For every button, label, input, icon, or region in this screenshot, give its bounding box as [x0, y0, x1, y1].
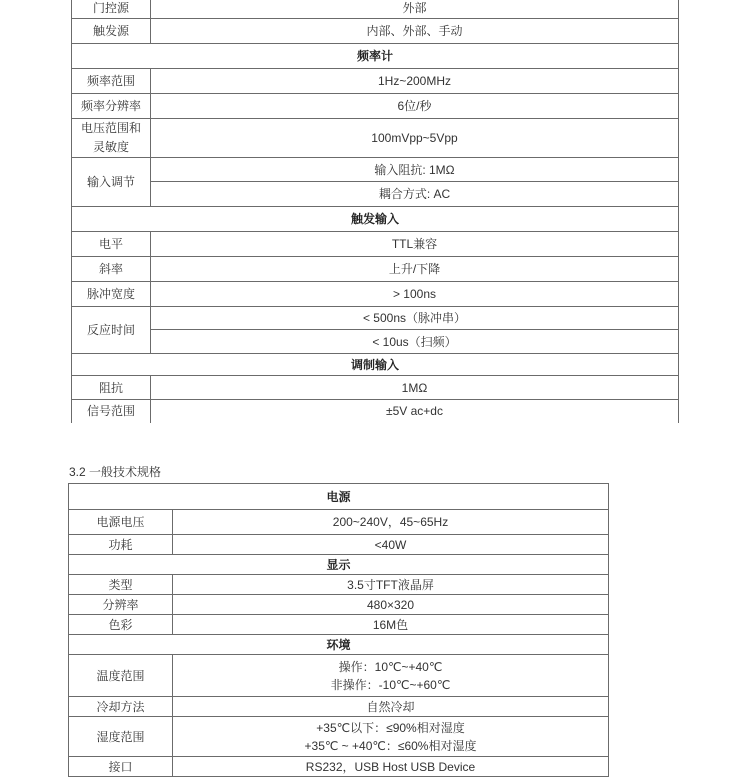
row-value: 200~240V，45~65Hz [173, 510, 609, 535]
row-value: < 10us（扫频） [151, 330, 679, 354]
row-label: 功耗 [69, 535, 173, 555]
row-label: 电压范围和灵敏度 [72, 119, 151, 158]
row-value: 内部、外部、手动 [151, 19, 679, 44]
row-label: 湿度范围 [69, 717, 173, 757]
row-value: < 500ns（脉冲串） [151, 307, 679, 330]
row-label: 门控源 [72, 0, 151, 19]
row-label: 电平 [72, 232, 151, 257]
row-label: 温度范围 [69, 655, 173, 697]
row-value: 自然冷却 [173, 697, 609, 717]
row-label: 触发源 [72, 19, 151, 44]
row-label: 频率范围 [72, 69, 151, 94]
row-value: 1MΩ [151, 376, 679, 400]
row-label: 信号范围 [72, 400, 151, 423]
row-value-multiline [173, 655, 609, 697]
row-label: 色彩 [69, 615, 173, 635]
section-header: 调制输入 [72, 354, 679, 376]
row-value: 16M色 [173, 615, 609, 635]
row-label: 接口 [69, 757, 173, 777]
row-value: ±5V ac+dc [151, 400, 679, 423]
row-value: 1Hz~200MHz [151, 69, 679, 94]
section-header: 电源 [69, 484, 609, 510]
row-value: 外部 [151, 0, 679, 19]
row-label: 冷却方法 [69, 697, 173, 717]
row-label: 电源电压 [69, 510, 173, 535]
row-label: 反应时间 [72, 307, 151, 354]
row-label: 斜率 [72, 257, 151, 282]
row-value-line: +35℃ ~ +40℃：≤60%相对湿度 [304, 738, 477, 753]
section-header: 频率计 [72, 44, 679, 69]
row-value-line: 非操作：-10℃~+60℃ [330, 677, 451, 692]
row-value: 3.5寸TFT液晶屏 [173, 575, 609, 595]
row-value-line: +35℃以下：≤90%相对湿度 [316, 720, 465, 735]
row-value: > 100ns [151, 282, 679, 307]
row-value: 6位/秒 [151, 94, 679, 119]
row-value-line: 操作：10℃~+40℃ [338, 659, 443, 674]
section-header: 环境 [69, 635, 609, 655]
row-label: 阻抗 [72, 376, 151, 400]
row-label: 类型 [69, 575, 173, 595]
row-value: 上升/下降 [151, 257, 679, 282]
row-label: 分辨率 [69, 595, 173, 615]
row-label: 频率分辨率 [72, 94, 151, 119]
row-value-multiline [173, 717, 609, 757]
row-value: <40W [173, 535, 609, 555]
row-label: 脉冲宽度 [72, 282, 151, 307]
spec-table-1 [71, 0, 679, 423]
section-header: 显示 [69, 555, 609, 575]
row-value: 100mVpp~5Vpp [151, 119, 679, 158]
row-value: TTL兼容 [151, 232, 679, 257]
section-heading: 3.2 一般技术规格 [69, 465, 162, 479]
section-header: 触发输入 [72, 207, 679, 232]
spec-table-2 [68, 483, 609, 777]
row-value: 480×320 [173, 595, 609, 615]
row-value: 输入阻抗: 1MΩ [151, 158, 679, 182]
row-value: 耦合方式: AC [151, 182, 679, 207]
row-label: 输入调节 [72, 158, 151, 207]
row-value: RS232，USB Host USB Device [173, 757, 609, 777]
